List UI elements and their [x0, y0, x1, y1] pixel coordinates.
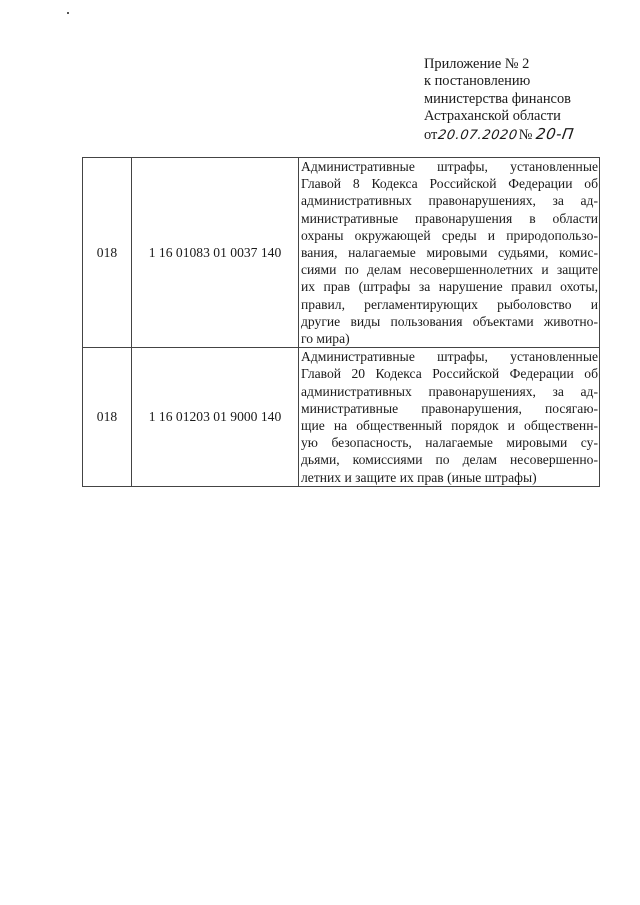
description-line: другие виды пользования объектами животно-	[301, 313, 598, 329]
codes-table	[82, 157, 600, 487]
admin-code-cell: 018	[83, 158, 132, 348]
description-line: Главой 20 Кодекса Российской Федерации об	[301, 366, 598, 382]
handwritten-date: 20.07.2020	[437, 127, 519, 143]
description-line: дьями, комиссиями по делам несовершенно-	[301, 452, 598, 468]
appendix-title: Приложение № 2	[424, 56, 530, 72]
number-sign: №	[518, 126, 533, 143]
scan-dot	[67, 12, 69, 14]
admin-code-cell: 018	[83, 348, 132, 487]
description-line: го мира)	[301, 331, 350, 347]
description-line: ую безопасность, налагаемые мировыми су-	[301, 435, 598, 451]
appendix-line-2: к постановлению	[424, 73, 531, 90]
appendix-header	[424, 56, 624, 144]
description-line: сиями по делам несовершеннолетних и защите	[301, 262, 598, 278]
table-row	[83, 158, 600, 348]
description-line: Главой 8 Кодекса Российской Федерации об	[301, 176, 598, 192]
kbk-code-cell: 1 16 01083 01 0037 140	[132, 158, 299, 348]
description-line: административных правонарушениях, за ад-	[301, 193, 598, 209]
description-line: министративные правонарушения, посягаю-	[301, 400, 598, 416]
appendix-date-line	[424, 126, 624, 144]
description-line: Административные штрафы, установленные	[301, 159, 598, 174]
appendix-line-3: министерства финансов	[424, 90, 571, 107]
description-line: вания, налагаемые мировыми судьями, комис-	[301, 245, 598, 261]
date-prefix: от	[424, 126, 438, 143]
description-cell	[299, 348, 600, 487]
kbk-code-cell: 1 16 01203 01 9000 140	[132, 348, 299, 487]
description-line: охраны окружающей среды и природопользо-	[301, 227, 598, 243]
description-cell	[299, 158, 600, 348]
description-line: правил, регламентирующих рыболовство и	[301, 296, 598, 312]
handwritten-number: 20-П	[535, 124, 576, 143]
description-line: летних и защите их прав (иные штрафы)	[301, 469, 537, 485]
table-row	[83, 348, 600, 487]
description-line: административных правонарушениях, за ад-	[301, 383, 598, 399]
description-line: министративные правонарушения в области	[301, 210, 598, 226]
description-line: их прав (штрафы за нарушение правил охоты,	[301, 279, 598, 295]
description-line: Административные штрафы, установленные	[301, 349, 598, 365]
appendix-line-4: Астраханской области	[424, 108, 561, 125]
description-line: щие на общественный порядок и общественн-	[301, 418, 598, 434]
